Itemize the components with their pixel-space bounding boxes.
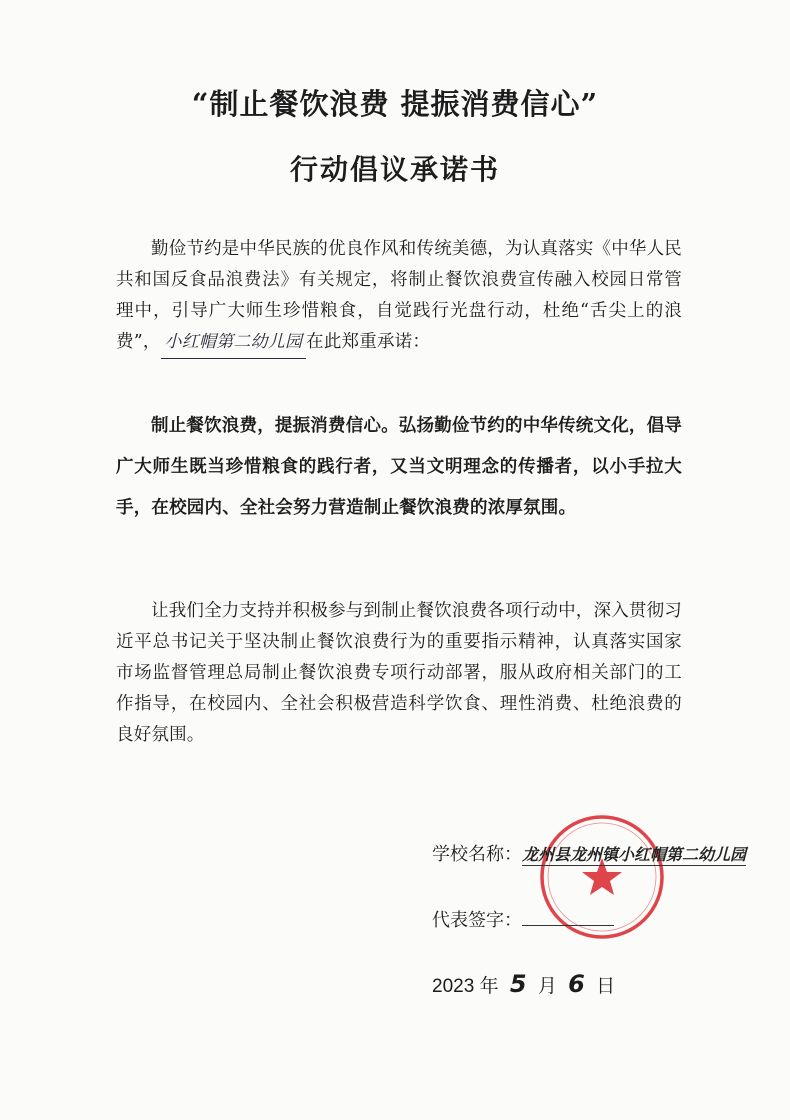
year-char: 年: [479, 976, 499, 997]
intro-text-end: 在此郑重承诺：: [306, 332, 431, 352]
intro-text: 勤俭节约是中华民族的优良作风和传统美德，为认真落实《中华人民共和国反食品浪费法》有关规定，将制止餐饮浪费宣传融入校园日常管理中，引导广大师生珍惜粮食，自觉践行光盘行动，杜绝“舌尖上的浪费”，: [116, 239, 682, 352]
school-name-label: 学校名称：: [432, 844, 522, 865]
day-char: 日: [596, 976, 616, 997]
date-day: 6: [568, 970, 585, 998]
date-year: 2023: [432, 976, 475, 997]
representative-label: 代表签字：: [432, 910, 522, 931]
school-name-value: 龙州县龙州镇小红帽第二幼儿园: [522, 845, 747, 864]
date-month: 5: [509, 970, 527, 998]
document-title-line1: “制止餐饮浪费 提振消费信心”: [191, 87, 599, 121]
paragraph-intro: [116, 234, 682, 359]
month-char: 月: [537, 976, 557, 997]
school-name-row: [432, 840, 746, 866]
signature-line: [522, 911, 614, 926]
handwritten-school-name: 小红帽第二幼儿园: [161, 327, 307, 359]
paragraph-pledge: 制止餐饮浪费，提振消费信心。弘扬勤俭节约的中华传统文化，倡导广大师生既当珍惜粮食的践行者，又当文明理念的传播者，以小手拉大手，在校园内、全社会努力营造制止餐饮浪费的浓厚氛围。: [116, 416, 682, 518]
representative-signature-row: [432, 906, 614, 932]
paragraph-action: 让我们全力支持并积极参与到制止餐饮浪费各项行动中，深入贯彻习近平总书记关于坚决制止餐饮浪费行为的重要指示精神，认真落实国家市场监督管理总局制止餐饮浪费专项行动部署，服从政府相关部门的工作指导，在校园内、全社会积极营造科学饮食、理性消费、杜绝浪费的良好氛围。: [116, 601, 682, 745]
date-row: [432, 970, 615, 998]
document-title-line2: 行动倡议承诺书: [289, 153, 500, 186]
